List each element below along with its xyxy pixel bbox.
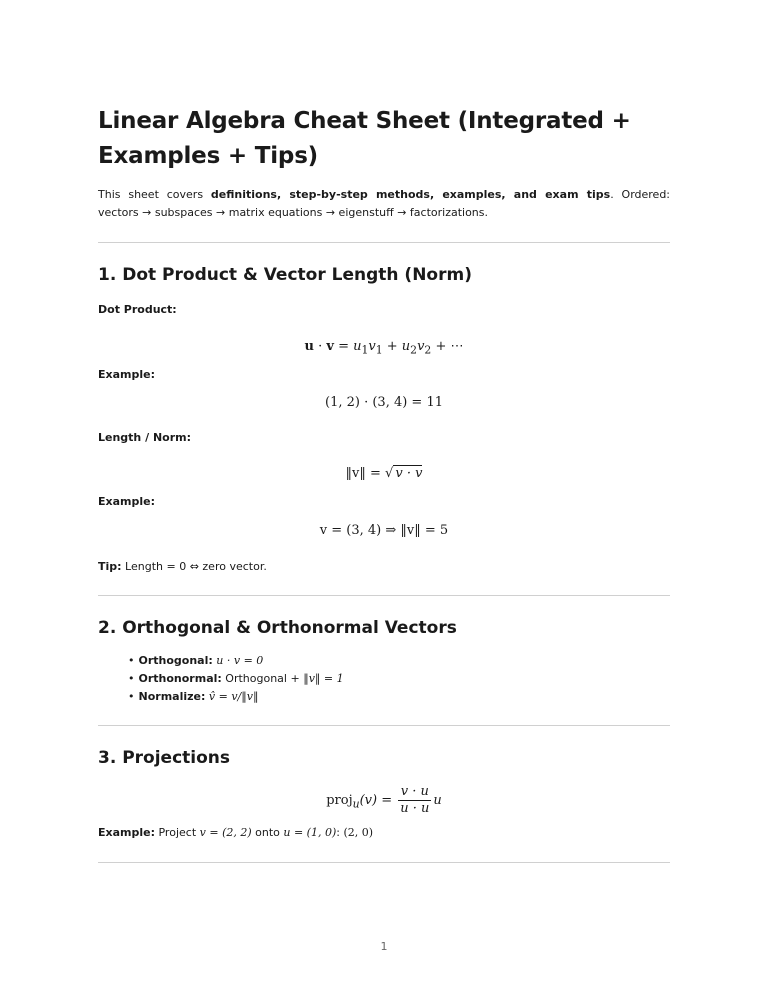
dot-product-label: Dot Product: — [98, 303, 177, 316]
example-2-formula: v = (3, 4) ⇒ ‖v‖ = 5 — [319, 523, 449, 538]
list-item: • Normalize: v̂ = v/‖v‖ — [128, 690, 259, 703]
proj-tail: u — [433, 793, 442, 808]
norm-radicand: v · v — [395, 466, 423, 481]
proj-subscript: u — [352, 797, 360, 811]
intro-paragraph — [98, 186, 670, 222]
tip-label: Tip: — [98, 560, 122, 573]
example-1-label: Example: — [98, 368, 155, 381]
list-item-text: Orthogonal + — [225, 672, 304, 685]
norm-formula — [98, 465, 670, 483]
divider — [98, 242, 670, 243]
norm-label: Length / Norm: — [98, 431, 191, 444]
proj-name: proj — [326, 793, 353, 808]
list-item-math: ‖v‖ = 1 — [303, 672, 344, 685]
example-text: : — [336, 826, 344, 839]
fraction-denominator: u · u — [400, 801, 430, 816]
example-2-label: Example: — [98, 495, 155, 508]
tip-text: Length = 0 ⇔ zero vector. — [121, 560, 267, 573]
list-item: • Orthogonal: u · v = 0 — [128, 654, 264, 667]
list-item: • Orthonormal: Orthogonal + ‖v‖ = 1 — [128, 672, 344, 685]
list-item-math: v̂ = v/‖v‖ — [208, 690, 259, 703]
divider — [98, 862, 670, 863]
intro-bold: definitions, step-by-step methods, examples, and exam tips — [210, 188, 611, 201]
projection-formula — [98, 784, 670, 817]
section-1-heading: 1. Dot Product & Vector Length (Norm) — [98, 265, 472, 285]
example-text: onto — [251, 826, 284, 839]
example-math: (2, 0) — [343, 826, 374, 839]
page-number: 1 — [380, 940, 388, 953]
section-2-heading: 2. Orthogonal & Orthonormal Vectors — [98, 618, 457, 638]
example-text: Project — [155, 826, 200, 839]
example-math: v = (2, 2) — [199, 826, 252, 839]
list-item-label: Orthogonal: — [138, 654, 213, 667]
orthogonal-list — [128, 652, 344, 706]
divider — [98, 725, 670, 726]
intro-suffix: . Ordered: vectors → subspaces → matrix equations → eigenstuff → factorizations. — [98, 188, 671, 219]
norm-formula-lhs: ‖v‖ = √ — [345, 466, 394, 481]
fraction-numerator: v · u — [398, 784, 431, 801]
projection-example — [98, 825, 373, 841]
list-item-label: Orthonormal: — [138, 672, 222, 685]
list-item-label: Normalize: — [138, 690, 206, 703]
proj-argument: (v) = — [359, 793, 393, 808]
example-label: Example: — [98, 826, 155, 839]
intro-prefix: This sheet covers — [98, 188, 211, 201]
tip-line — [98, 559, 267, 575]
list-item-math: u · v = 0 — [216, 654, 264, 667]
example-math: u = (1, 0) — [283, 826, 337, 839]
dot-product-formula: $u \cdot v = u_1v_1 + u_2v_2$ + ⋯ — [304, 339, 464, 357]
divider — [98, 595, 670, 596]
section-3-heading: 3. Projections — [98, 748, 231, 768]
example-1-formula: (1, 2) · (3, 4) = 11 — [325, 395, 443, 410]
projection-fraction — [398, 784, 431, 817]
page-title: Linear Algebra Cheat Sheet (Integrated + Examples + Tips) — [98, 108, 631, 169]
